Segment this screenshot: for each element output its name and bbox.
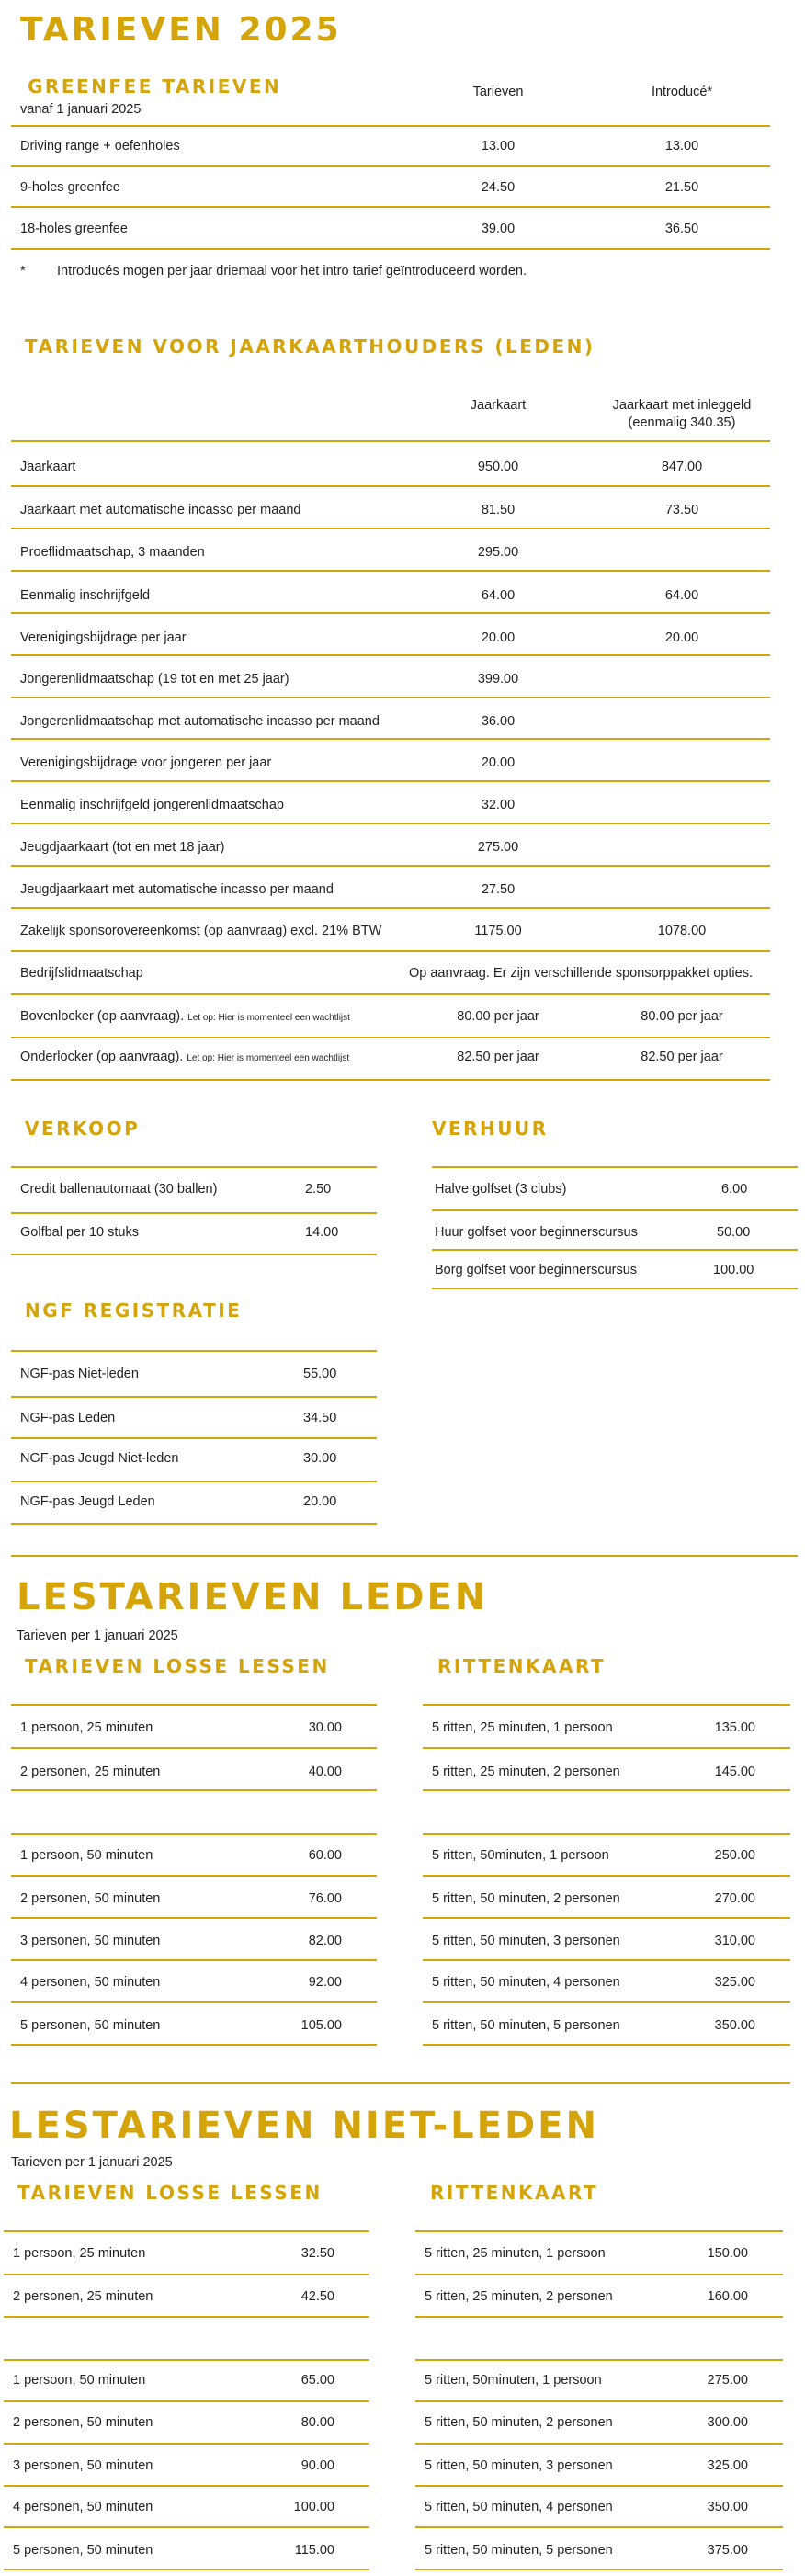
divider <box>11 2044 377 2046</box>
divider <box>11 440 770 442</box>
verkoop-row-value: 2.50 <box>305 1182 332 1197</box>
divider <box>11 1959 377 1961</box>
divider <box>11 1350 377 1352</box>
lesson-row-value: 275.00 <box>707 2373 748 2388</box>
divider <box>415 2359 783 2361</box>
leden-row-value: 27.50 <box>481 882 516 897</box>
leden-row-label: Jaarkaart met automatische incasso per maand <box>20 503 301 517</box>
lesson-row-value: 105.00 <box>300 2018 342 2033</box>
divider <box>415 2526 783 2528</box>
divider <box>415 2230 783 2232</box>
ngf-heading: NGF REGISTRATIE <box>25 1299 243 1322</box>
divider <box>423 1959 790 1961</box>
lesson-row-label: 4 personen, 50 minuten <box>20 1975 161 1990</box>
divider <box>11 780 770 782</box>
losse-lessen-heading: TARIEVEN LOSSE LESSEN <box>17 2182 323 2204</box>
leden-heading: TARIEVEN VOOR JAARKAARTHOUDERS (LEDEN) <box>25 335 595 357</box>
divider <box>4 2569 369 2570</box>
lesson-row-label: 4 personen, 50 minuten <box>13 2500 153 2514</box>
lesson-row-value: 90.00 <box>300 2458 334 2473</box>
divider <box>4 2274 369 2275</box>
lesson-row-value: 60.00 <box>308 1848 342 1863</box>
verhuur-row-label: Huur golfset voor beginnerscursus <box>435 1225 638 1240</box>
lesson-row-label: 5 ritten, 25 minuten, 1 persoon <box>425 2246 606 2261</box>
ngf-row-label: NGF-pas Jeugd Niet-leden <box>20 1451 179 1466</box>
verhuur-heading: VERHUUR <box>432 1118 549 1140</box>
lestarieven-leden-title: LESTARIEVEN LEDEN <box>17 1576 489 1618</box>
divider <box>11 1254 377 1255</box>
ngf-row-label: NGF-pas Leden <box>20 1411 116 1425</box>
onderlocker-label: Onderlocker (op aanvraag). Let op: Hier is momenteel een wachtlijst <box>20 1050 350 1064</box>
lesson-row-value: 32.50 <box>300 2246 334 2261</box>
leden-row-value: 847.00 <box>661 460 703 474</box>
section-divider <box>11 1555 798 1557</box>
leden-row-value: 20.00 <box>481 755 516 770</box>
lesson-row-label: 2 personen, 50 minuten <box>20 1891 161 1906</box>
divider <box>11 1212 377 1214</box>
greenfee-row-value: 36.50 <box>664 221 699 236</box>
divider <box>11 993 770 995</box>
leden-row-value: 36.00 <box>481 714 516 729</box>
bovenlocker-value: 80.00 per jaar <box>641 1009 723 1024</box>
leden-row-value: 64.00 <box>481 588 516 603</box>
leden-row-label: Proeflidmaatschap, 3 maanden <box>20 545 205 560</box>
bedrijfslid-label: Bedrijfslidmaatschap <box>20 966 143 981</box>
verkoop-heading: VERKOOP <box>25 1118 141 1140</box>
lesson-row-label: 5 ritten, 50minuten, 1 persoon <box>425 2373 602 2388</box>
leden-row-value: 1175.00 <box>474 924 522 938</box>
greenfee-row-value: 13.00 <box>664 139 699 153</box>
lesson-row-value: 92.00 <box>308 1975 342 1990</box>
lesson-row-value: 30.00 <box>308 1720 342 1735</box>
leden-row-value: 73.50 <box>664 503 699 517</box>
wachtlijst-note: Let op: Hier is momenteel een wachtlijst <box>187 1053 350 1063</box>
lesson-row-label: 2 personen, 25 minuten <box>13 2289 153 2304</box>
divider <box>423 2044 790 2046</box>
divider <box>432 1288 798 1289</box>
leden-row-value: 399.00 <box>477 672 519 687</box>
divider <box>432 1249 798 1251</box>
divider <box>11 738 770 740</box>
lesson-row-value: 115.00 <box>294 2543 334 2558</box>
lesson-row-label: 5 personen, 50 minuten <box>13 2543 153 2558</box>
leden-row-value: 32.00 <box>481 798 516 812</box>
divider <box>11 528 770 529</box>
divider <box>4 2526 369 2528</box>
divider <box>11 1037 770 1038</box>
lesson-row-value: 270.00 <box>714 1891 755 1906</box>
leden-row-label: Jeugdjaarkaart (tot en met 18 jaar) <box>20 840 225 855</box>
divider <box>415 2274 783 2275</box>
divider <box>11 654 770 656</box>
losse-lessen-heading: TARIEVEN LOSSE LESSEN <box>25 1655 330 1677</box>
leden-row-label: Jaarkaart <box>20 460 76 474</box>
lestarieven-leden-subtitle: Tarieven per 1 januari 2025 <box>17 1628 178 1643</box>
lesson-row-value: 135.00 <box>714 1720 755 1735</box>
footnote: Introducés mogen per jaar driemaal voor het intro tarief geïntroduceerd worden. <box>57 264 527 278</box>
verkoop-row-label: Golfbal per 10 stuks <box>20 1225 139 1240</box>
greenfee-row-value: 13.00 <box>481 139 516 153</box>
divider <box>11 950 770 952</box>
lesson-row-label: 3 personen, 50 minuten <box>20 1934 161 1948</box>
lesson-row-value: 100.00 <box>293 2500 334 2514</box>
leden-row-value: 20.00 <box>664 630 699 645</box>
lesson-row-value: 310.00 <box>714 1934 755 1948</box>
divider <box>4 2316 369 2318</box>
greenfee-row-value: 21.50 <box>664 180 699 195</box>
divider <box>11 165 770 167</box>
leden-row-label: Jongerenlidmaatschap met automatische incasso per maand <box>20 714 380 729</box>
lesson-row-label: 5 ritten, 50 minuten, 3 personen <box>432 1934 620 1948</box>
divider <box>11 1166 377 1168</box>
lesson-row-value: 82.00 <box>308 1934 342 1948</box>
divider <box>415 2443 783 2445</box>
lesson-row-label: 5 ritten, 50minuten, 1 persoon <box>432 1848 609 1863</box>
greenfee-col-tarieven: Tarieven <box>472 85 524 99</box>
lestarieven-niet-leden-subtitle: Tarieven per 1 januari 2025 <box>11 2155 173 2170</box>
divider <box>11 206 770 208</box>
leden-row-label: Zakelijk sponsorovereenkomst (op aanvraag) excl. 21% BTW <box>20 924 382 938</box>
divider <box>423 1789 790 1791</box>
lesson-row-label: 5 ritten, 25 minuten, 2 personen <box>425 2289 613 2304</box>
divider <box>423 1704 790 1706</box>
verhuur-row-label: Halve golfset (3 clubs) <box>435 1182 567 1197</box>
divider <box>11 1079 770 1081</box>
lesson-row-label: 5 ritten, 50 minuten, 4 personen <box>432 1975 620 1990</box>
lesson-row-value: 65.00 <box>300 2373 334 2388</box>
lesson-row-value: 375.00 <box>707 2543 748 2558</box>
lesson-row-value: 350.00 <box>714 2018 755 2033</box>
lesson-row-value: 40.00 <box>308 1765 342 1779</box>
divider <box>423 1875 790 1877</box>
lesson-row-label: 1 persoon, 25 minuten <box>13 2246 146 2261</box>
divider <box>11 1437 377 1439</box>
leden-row-label: Jongerenlidmaatschap (19 tot en met 25 jaar) <box>20 672 289 687</box>
divider <box>11 612 770 614</box>
verhuur-row-value: 100.00 <box>713 1263 754 1277</box>
divider <box>11 1833 377 1835</box>
lesson-row-label: 1 persoon, 25 minuten <box>20 1720 153 1735</box>
greenfee-row-value: 39.00 <box>481 221 516 236</box>
leden-row-label: Verenigingsbijdrage per jaar <box>20 630 187 645</box>
divider <box>415 2569 783 2570</box>
verkoop-row-label: Credit ballenautomaat (30 ballen) <box>20 1182 218 1197</box>
divider <box>11 125 770 127</box>
ngf-row-label: NGF-pas Jeugd Leden <box>20 1494 155 1509</box>
greenfee-row-label: 9-holes greenfee <box>20 180 120 195</box>
greenfee-heading: GREENFEE TARIEVEN <box>28 75 282 97</box>
bovenlocker-value: 80.00 per jaar <box>457 1009 539 1024</box>
divider <box>11 570 770 572</box>
divider <box>11 1523 377 1525</box>
divider <box>11 1704 377 1706</box>
greenfee-row-value: 24.50 <box>481 180 516 195</box>
divider <box>11 865 770 867</box>
divider <box>415 2485 783 2487</box>
page-title: TARIEVEN 2025 <box>20 11 342 49</box>
lesson-row-label: 5 ritten, 50 minuten, 2 personen <box>432 1891 620 1906</box>
greenfee-subtitle: vanaf 1 januari 2025 <box>20 102 142 117</box>
wachtlijst-note: Let op: Hier is momenteel een wachtlijst <box>187 1013 350 1023</box>
lesson-row-value: 160.00 <box>707 2289 748 2304</box>
onderlocker-value: 82.50 per jaar <box>457 1050 539 1064</box>
verhuur-row-value: 50.00 <box>717 1225 751 1240</box>
divider <box>423 1747 790 1749</box>
greenfee-row-label: 18-holes greenfee <box>20 221 128 236</box>
leden-row-label: Jeugdjaarkaart met automatische incasso per maand <box>20 882 334 897</box>
ngf-row-value: 55.00 <box>303 1367 337 1381</box>
lesson-row-label: 5 ritten, 50 minuten, 5 personen <box>432 2018 620 2033</box>
divider <box>11 248 770 250</box>
ngf-row-value: 30.00 <box>303 1451 337 1466</box>
divider <box>423 1917 790 1919</box>
divider <box>4 2485 369 2487</box>
lesson-row-value: 145.00 <box>714 1765 755 1779</box>
leden-row-label: Verenigingsbijdrage voor jongeren per jaar <box>20 755 272 770</box>
leden-row-value: 64.00 <box>664 588 699 603</box>
bovenlocker-label: Bovenlocker (op aanvraag). Let op: Hier is momenteel een wachtlijst <box>20 1009 350 1024</box>
greenfee-col-introduce: Introducé* <box>651 85 713 99</box>
onderlocker-value: 82.50 per jaar <box>641 1050 723 1064</box>
footnote-star: * <box>20 264 26 278</box>
ngf-row-value: 34.50 <box>303 1411 337 1425</box>
lestarieven-niet-leden-title: LESTARIEVEN NIET-LEDEN <box>9 2105 599 2147</box>
leden-row-value: 20.00 <box>481 630 516 645</box>
divider <box>11 1396 377 1398</box>
lesson-row-label: 1 persoon, 50 minuten <box>13 2373 146 2388</box>
divider <box>11 2001 377 2003</box>
lesson-row-value: 76.00 <box>308 1891 342 1906</box>
section-divider <box>11 2082 790 2084</box>
divider <box>11 823 770 824</box>
rittenkaart-heading: RITTENKAART <box>437 1655 607 1677</box>
divider <box>11 485 770 487</box>
divider <box>423 1833 790 1835</box>
divider <box>11 1875 377 1877</box>
divider <box>11 1917 377 1919</box>
leden-row-value: 950.00 <box>477 460 519 474</box>
divider <box>423 2001 790 2003</box>
divider <box>4 2400 369 2402</box>
lesson-row-value: 250.00 <box>714 1848 755 1863</box>
divider <box>415 2400 783 2402</box>
verhuur-row-value: 6.00 <box>721 1182 748 1197</box>
lesson-row-label: 5 ritten, 50 minuten, 4 personen <box>425 2500 613 2514</box>
lesson-row-value: 300.00 <box>707 2415 748 2430</box>
leden-row-value: 275.00 <box>477 840 519 855</box>
lesson-row-label: 5 ritten, 25 minuten, 2 personen <box>432 1765 620 1779</box>
lesson-row-value: 325.00 <box>707 2458 748 2473</box>
divider <box>11 1789 377 1791</box>
divider <box>4 2443 369 2445</box>
lesson-row-value: 350.00 <box>707 2500 748 2514</box>
rittenkaart-heading: RITTENKAART <box>430 2182 599 2204</box>
leden-row-label: Eenmalig inschrijfgeld jongerenlidmaatschap <box>20 798 284 812</box>
divider <box>4 2230 369 2232</box>
leden-col-inleggeld-sub: (eenmalig 340.35) <box>628 415 736 430</box>
lesson-row-label: 3 personen, 50 minuten <box>13 2458 153 2473</box>
bedrijfslid-value: Op aanvraag. Er zijn verschillende sponsorppakket opties. <box>409 966 753 981</box>
ngf-row-label: NGF-pas Niet-leden <box>20 1367 139 1381</box>
lesson-row-label: 2 personen, 50 minuten <box>13 2415 153 2430</box>
leden-col-inleggeld: Jaarkaart met inleggeld <box>612 398 752 413</box>
leden-col-jaarkaart: Jaarkaart <box>470 398 527 413</box>
lesson-row-value: 80.00 <box>300 2415 334 2430</box>
leden-row-value: 1078.00 <box>657 924 707 938</box>
lesson-row-label: 5 ritten, 25 minuten, 1 persoon <box>432 1720 613 1735</box>
lesson-row-value: 325.00 <box>714 1975 755 1990</box>
divider <box>432 1209 798 1211</box>
divider <box>11 1747 377 1749</box>
lesson-row-value: 42.50 <box>300 2289 334 2304</box>
lesson-row-label: 5 ritten, 50 minuten, 3 personen <box>425 2458 613 2473</box>
verkoop-row-value: 14.00 <box>305 1225 339 1240</box>
lesson-row-label: 1 persoon, 50 minuten <box>20 1848 153 1863</box>
divider <box>415 2316 783 2318</box>
divider <box>11 907 770 909</box>
divider <box>11 697 770 698</box>
greenfee-row-label: Driving range + oefenholes <box>20 139 180 153</box>
lesson-row-label: 5 ritten, 50 minuten, 2 personen <box>425 2415 613 2430</box>
leden-row-value: 81.50 <box>481 503 516 517</box>
leden-row-label: Eenmalig inschrijfgeld <box>20 588 151 603</box>
lesson-row-label: 5 personen, 50 minuten <box>20 2018 161 2033</box>
divider <box>4 2359 369 2361</box>
verhuur-row-label: Borg golfset voor beginnerscursus <box>435 1263 638 1277</box>
lesson-row-label: 5 ritten, 50 minuten, 5 personen <box>425 2543 613 2558</box>
leden-row-value: 295.00 <box>477 545 519 560</box>
lesson-row-value: 150.00 <box>707 2246 748 2261</box>
divider <box>11 1481 377 1482</box>
ngf-row-value: 20.00 <box>303 1494 337 1509</box>
lesson-row-label: 2 personen, 25 minuten <box>20 1765 161 1779</box>
divider <box>432 1166 798 1168</box>
